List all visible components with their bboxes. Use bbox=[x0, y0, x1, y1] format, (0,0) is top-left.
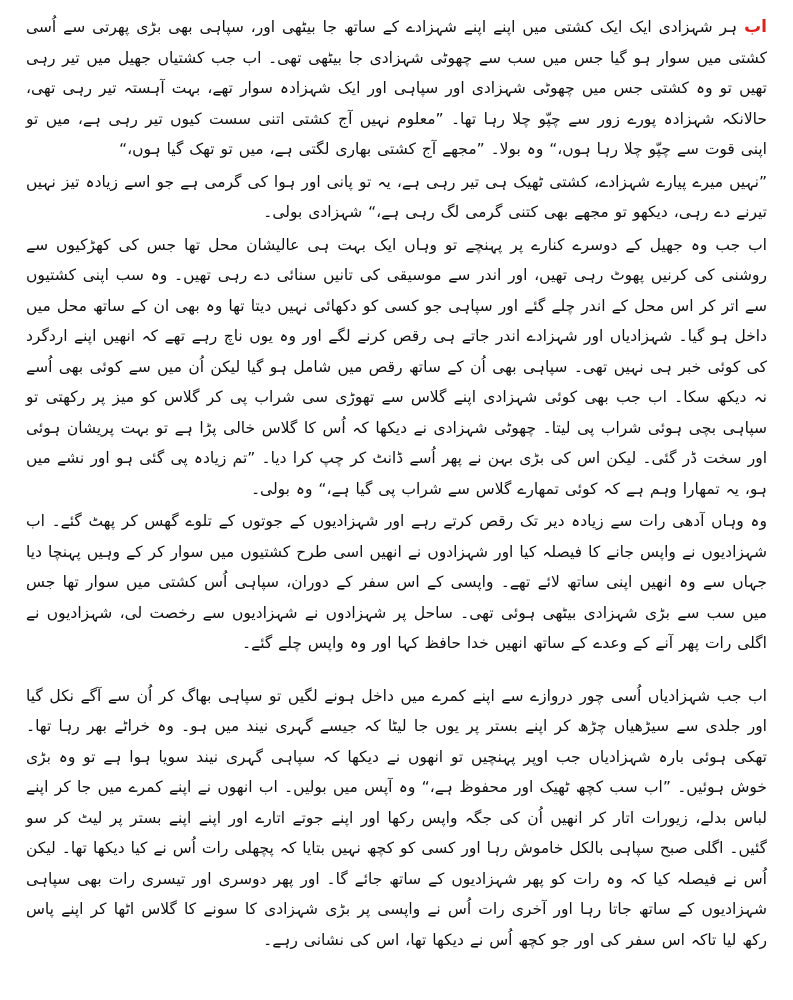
drop-word: اب bbox=[744, 17, 767, 37]
paragraph-5: اب جب شہزادیاں اُسی چور دروازے سے اپنے کمرے میں داخل ہونے لگیں تو سپاہی بھاگ کر اُن سے آگے نکل گیا اور جلدی سے سیڑھیاں چڑھ کر اپنے بستر پر یوں جا لیٹا کہ جیسے گہری نیند میں ہو۔ وہ خراٹے بھر رہا تھا۔ تھکی ہوئی بارہ شہزادیاں جب اوپر پہنچیں تو انھوں نے دیکھا کہ سپاہی گہری نیند سویا ہوا ہے تو وہ بڑی خوش ہوئیں۔ ”اب سب کچھ ٹھیک اور محفوظ ہے،“ وہ آپس میں بولیں۔ اب انھوں نے اپنے کمرے میں جا کر اپنے لباس بدلے، زیورات اتار کر انھیں اُن کی جگہ واپس رکھا اور اپنے جوتے اتارے اور اپنے اپنے بستر پر لیٹ کر سو گئیں۔ اگلی صبح سپاہی بالکل خاموش رہا اور کسی کو کچھ نہیں بتایا کہ پچھلی رات اُس نے کیا دیکھا تھا۔ لیکن اُس نے فیصلہ کیا کہ وہ رات کو پھر شہزادیوں کے ساتھ جائے گا۔ اور پھر دوسری اور تیسری رات بھی سپاہی شہزادیوں کے ساتھ جاتا رہا اور آخری رات اُس نے واپسی پر بڑی شہزادی کا سونے کا گلاس اٹھا کر اپنے پاس رکھ لیا تاکہ اس سفر کی اور جو کچھ اُس نے دیکھا تھا، اس کی نشانی رہے۔ bbox=[26, 686, 767, 949]
paragraph-4: وہ وہاں آدھی رات سے زیادہ دیر تک رقص کرتے رہے اور شہزادیوں کے جوتوں کے تلوے گھس کر پھٹ گئے۔ اب شہزادیوں نے واپس جانے کا فیصلہ کیا اور شہزادوں نے انھیں اسی طرح کشتیوں میں سوار کر کے وہیں پہنچا دیا جہاں سے وہ انھیں اپنی ساتھ لائے تھے۔ واپسی کے اس سفر کے دوران، سپاہی اُس کشتی میں سوار تھا جس میں سب سے بڑی شہزادی بیٹھی ہوئی تھی۔ ساحل پر شہزادوں نے شہزادیوں سے رخصت لی، شہزادیوں نے اگلی رات پھر آنے کے وعدے کے ساتھ انھیں خدا حافظ کہا اور وہ واپس چلے گئے۔ bbox=[26, 512, 767, 652]
paragraph-3: اب جب وہ جھیل کے دوسرے کنارے پر پہنچے تو وہاں ایک بہت ہی عالیشان محل تھا جس کی کھڑکیوں سے روشنی کی کرنیں پھوٹ رہی تھیں، اور اندر سے موسیقی کی تانیں سنائی دے رہی تھیں۔ وہ سب اپنی کشتیوں سے اتر کر اس محل کے اندر چلے گئے اور سپاہی جو کسی کو دکھائی نہیں دیتا تھا وہ بھی ان کے ساتھ محل میں داخل ہو گیا۔ شہزادیاں اور شہزادے اندر جاتے ہی رقص کرنے لگے اور وہ یوں ناچ رہے تھے کہ انھیں اپنے اردگرد کی کوئی خبر ہی نہیں تھی۔ سپاہی بھی اُن کے ساتھ رقص میں شامل ہو گیا لیکن اُن میں سے کوئی بھی اُسے نہ دیکھ سکا۔ اب جب بھی کوئی شہزادی اپنے گلاس سے تھوڑی سی شراب پی کر گلاس کو میز پر رکھتی تو سپاہی بچی ہوئی شراب پی لیتا۔ چھوٹی شہزادی نے دیکھا کہ اُس کا گلاس خالی پڑا ہے تو بہت پریشان ہوئی اور سخت ڈر گئی۔ لیکن اس کی بڑی بہن نے پھر اُسے ڈانٹ کر چپ کرا دیا۔ ”تم زیادہ پی گئی ہو اور نشے میں ہو، یہ تمھارا وہم ہے کہ کوئی تمھارے گلاس سے شراب پی گیا ہے،“ وہ بولی۔ bbox=[26, 235, 767, 498]
paragraph-1-text: ہر شہزادی ایک ایک کشتی میں اپنے اپنے شہزادے کے ساتھ جا بیٹھی اور، سپاہی بھی بڑی پھرتی سے اُسی کشتی میں سوار ہو گیا جس میں سب سے چھوٹی شہزادی جا بیٹھی تھی۔ اب جب کشتیاں جھیل میں تیر رہی تھیں تو وہ کشتی جس میں چھوٹی شہزادی اور سپاہی اور ایک شہزادہ سوار تھے، بہت آہستہ تیر رہی تھی، حالانکہ شہزادہ پورے زور سے چپّو چلا رہا تھا۔ ”معلوم نہیں آج کشتی اتنی سست کیوں تیر رہی ہے، میں تو اپنی قوت سے چپّو چلا رہا ہوں،“ وہ بولا۔ ”مجھے آج کشتی بھاری لگتی ہے، میں تو تھک گیا ہوں،“ bbox=[26, 18, 767, 158]
paragraph-1 bbox=[26, 12, 767, 165]
paragraph-2: ”نہیں میرے پیارے شہزادے، کشتی ٹھیک ہی تیر رہی ہے، یہ تو پانی اور ہوا کی گرمی ہے جو اسے زیادہ تیز نہیں تیرنے دے رہی، دیکھو تو مجھے بھی کتنی گرمی لگ رہی ہے،“ شہزادی بولی۔ bbox=[26, 172, 767, 221]
